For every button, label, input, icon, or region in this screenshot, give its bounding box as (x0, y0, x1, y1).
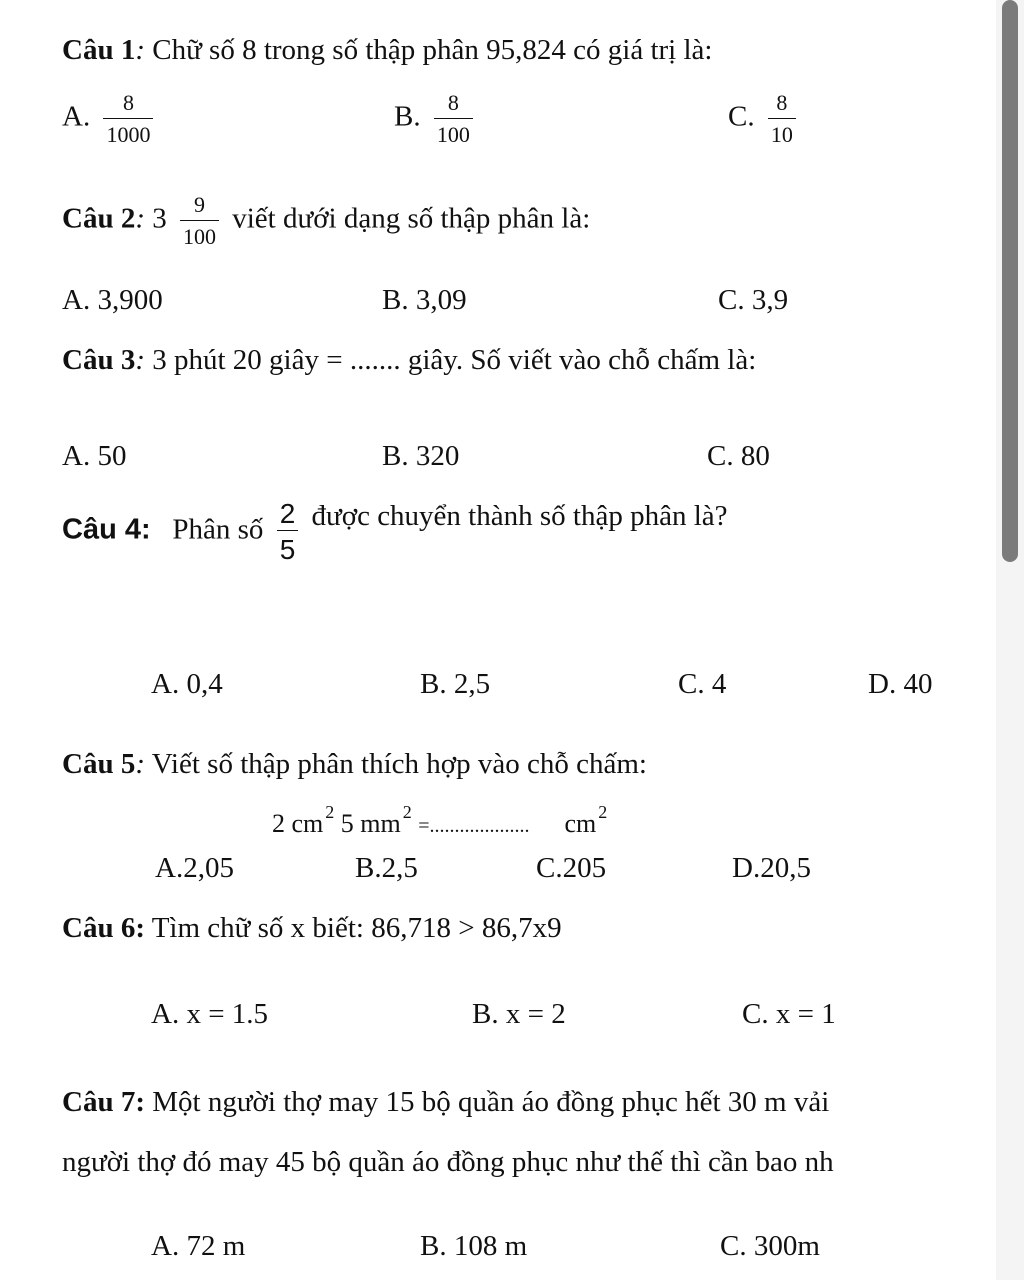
q3-question: 3 phút 20 giây = ....... giây. Số viết vào chỗ chấm là: (152, 344, 757, 376)
q4-option-c[interactable]: C. 4 (678, 668, 727, 700)
q6-question: Tìm chữ số x biết: (151, 912, 364, 944)
q2-option-c[interactable]: C. 3,9 (718, 284, 789, 316)
q4-option-d[interactable]: D. 40 (868, 668, 933, 700)
q4-option-b[interactable]: B. 2,5 (420, 668, 491, 700)
q6-option-a[interactable]: A. x = 1.5 (151, 998, 269, 1030)
q1-option-a-fraction: $\frac{8}{1000}$ (103, 92, 153, 146)
q6-expression: 86,718 > 86,7x9 (371, 912, 562, 944)
q1-text: Câu 1: Chữ số 8 trong số thập phân 95,824 có giá trị là: (62, 34, 713, 66)
q7-line1: Câu 7: Một người thợ may 15 bộ quần áo đồng phục hết 30 m vải (62, 1086, 830, 1118)
scrollbar-thumb[interactable] (1002, 0, 1018, 562)
q7-option-c[interactable]: C. 300m (720, 1230, 820, 1262)
q7-option-b[interactable]: B. 108 m (420, 1230, 528, 1262)
q3-option-a[interactable]: A. 50 (62, 440, 127, 472)
q1-option-b[interactable]: B. $\frac{8}{100}$ (394, 92, 479, 146)
q2-option-a[interactable]: A. 3,900 (62, 284, 163, 316)
q3-option-c[interactable]: C. 80 (707, 440, 770, 472)
q2-label: Câu 2 (62, 202, 136, 235)
q5-label: Câu 5 (62, 748, 136, 780)
q3-label: Câu 3 (62, 344, 136, 376)
q1-question: Chữ số 8 trong số thập phân 95,824 có giá trị là: (152, 34, 713, 66)
q6-label: Câu 6: (62, 912, 145, 944)
q3-text: Câu 3: 3 phút 20 giây = ....... giây. Số viết vào chỗ chấm là: (62, 344, 757, 376)
q2-option-b[interactable]: B. 3,09 (382, 284, 467, 316)
q7-label: Câu 7: (62, 1086, 145, 1118)
q1-option-c[interactable]: C. $\frac{8}{10}$ (728, 92, 802, 146)
q5-text: Câu 5: Viết số thập phân thích hợp vào chỗ chấm: (62, 748, 647, 780)
q2-fraction: $\frac{9}{100}$ (180, 194, 219, 248)
q5-option-d[interactable]: D.20,5 (732, 852, 811, 884)
q1-option-c-fraction: $\frac{8}{10}$ (768, 92, 796, 146)
q2-question: viết dưới dạng số thập phân là: (232, 202, 591, 235)
q4-question: được chuyển thành số thập phân là? (311, 499, 728, 532)
q5-option-b[interactable]: B.2,5 (355, 852, 418, 884)
q7-line2: người thợ đó may 45 bộ quần áo đồng phục như thế thì cần bao nh (62, 1146, 834, 1178)
q4-fraction: $\frac{2}{5}$ (277, 500, 299, 564)
q4-option-a[interactable]: A. 0,4 (151, 668, 223, 700)
q6-text (62, 912, 562, 945)
q4-label: Câu 4: (62, 513, 151, 546)
q2-whole: 3 (152, 202, 167, 235)
q5-option-a[interactable]: A.2,05 (155, 852, 234, 884)
q1-option-b-fraction: $\frac{8}{100}$ (434, 92, 473, 146)
q5-option-c[interactable]: C.205 (536, 852, 607, 884)
q6-option-b[interactable]: B. x = 2 (472, 998, 566, 1030)
q5-equation: 2 cm $^2$ 5 mm $^2$ =.................... cm $^2$ (272, 802, 608, 838)
q5-question: Viết số thập phân thích hợp vào chỗ chấm: (151, 748, 647, 780)
q5-blank: =.................... (418, 815, 530, 837)
q1-option-a[interactable]: A. $\frac{8}{1000}$ (62, 92, 159, 146)
q4-text (62, 500, 728, 564)
q6-option-c[interactable]: C. x = 1 (742, 998, 836, 1030)
q2-text: Câu 2: 3 $\frac{9}{100}$ viết dưới dạng số thập phân là: (62, 192, 591, 249)
q4-prefix: Phân số (172, 513, 264, 546)
q1-label: Câu 1 (62, 34, 136, 66)
q3-option-b[interactable]: B. 320 (382, 440, 460, 472)
q7-option-a[interactable]: A. 72 m (151, 1230, 246, 1262)
